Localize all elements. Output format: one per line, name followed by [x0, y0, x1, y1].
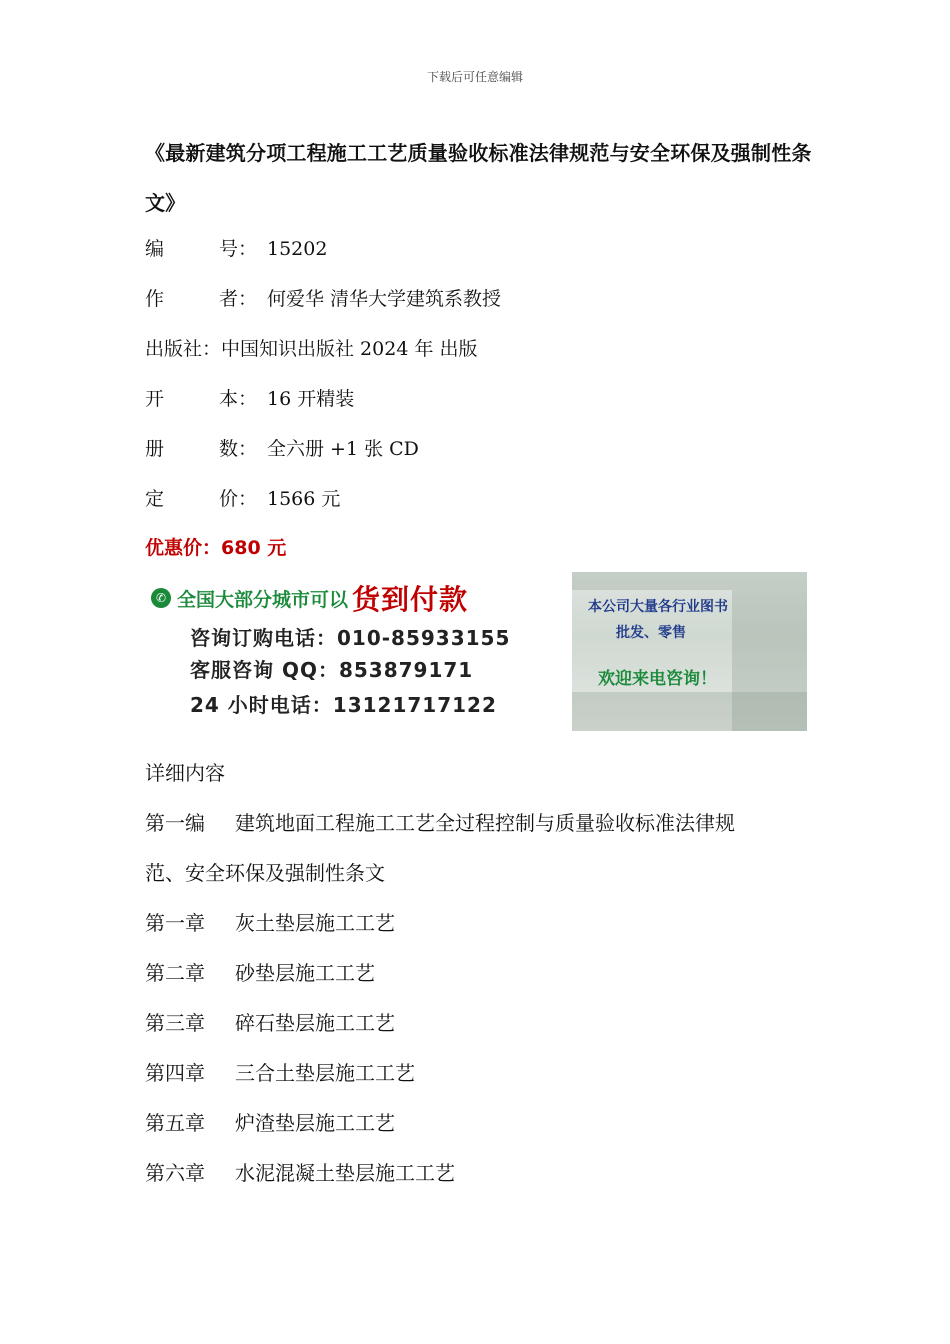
field-publisher — [145, 334, 478, 364]
field-number-value: 15202 — [267, 238, 328, 260]
chapter-item — [145, 908, 395, 938]
part-1-heading — [145, 808, 735, 838]
field-number — [145, 234, 327, 264]
discount-price: 优惠价：680 元 — [145, 537, 287, 559]
field-price-label-1: 定 — [145, 488, 165, 510]
details-heading: 详细内容 — [145, 761, 225, 785]
chapter-item — [145, 1158, 455, 1188]
hotline: 24 小时电话：13121717122 — [190, 693, 497, 717]
field-publisher-value: 中国知识出版社 2024 年 出版 — [221, 338, 478, 360]
store-banner — [572, 572, 807, 731]
order-phone: 咨询订购电话：010-85933155 — [190, 626, 511, 650]
store-line-2: 批发、零售 — [616, 625, 686, 641]
field-price-label-2: 价： — [219, 488, 258, 510]
cod-line — [151, 578, 468, 618]
cod-emphasis: 货到付款 — [352, 583, 469, 616]
field-price — [145, 484, 340, 514]
chapter-number: 第五章 — [145, 1111, 205, 1135]
field-volumes — [145, 434, 419, 464]
field-author-label-2: 者： — [219, 288, 258, 310]
book-title: 《最新建筑分项工程施工工艺质量验收标准法律规范与安全环保及强制性条文》 — [145, 141, 812, 215]
phone-icon: ✆ — [151, 588, 171, 608]
chapter-title: 水泥混凝土垫层施工工艺 — [235, 1161, 455, 1185]
qq-contact: 客服咨询 QQ：853879171 — [190, 658, 474, 682]
chapter-title: 三合土垫层施工工艺 — [235, 1061, 415, 1085]
store-line-1: 本公司大量各行业图书 — [588, 599, 728, 615]
field-number-label-1: 编 — [145, 238, 165, 260]
field-format-label-2: 本： — [219, 388, 258, 410]
field-author-value: 何爱华 清华大学建筑系教授 — [267, 288, 502, 310]
field-volumes-label-1: 册 — [145, 438, 165, 460]
chapter-number: 第四章 — [145, 1061, 205, 1085]
field-number-label-2: 号： — [219, 238, 258, 260]
part-1-title-cont: 范、安全环保及强制性条文 — [145, 861, 385, 885]
cod-prefix: 全国大部分城市可以 — [177, 588, 349, 611]
field-format-label-1: 开 — [145, 388, 165, 410]
field-price-value: 1566 元 — [267, 488, 341, 510]
chapter-title: 炉渣垫层施工工艺 — [235, 1111, 395, 1135]
chapter-number: 第三章 — [145, 1011, 205, 1035]
field-format — [145, 384, 354, 414]
chapter-number: 第六章 — [145, 1161, 205, 1185]
header-note: 下载后可任意编辑 — [426, 70, 523, 84]
chapter-title: 碎石垫层施工工艺 — [235, 1011, 395, 1035]
part-1-title: 建筑地面工程施工工艺全过程控制与质量验收标准法律规 — [235, 811, 735, 835]
chapter-item — [145, 1008, 395, 1038]
field-publisher-label: 出版社： — [145, 338, 222, 360]
chapter-title: 灰土垫层施工工艺 — [235, 911, 395, 935]
field-volumes-value: 全六册 +1 张 CD — [267, 438, 419, 460]
chapter-item — [145, 1058, 415, 1088]
shelf-decor — [572, 572, 807, 590]
shelf-decor — [572, 692, 807, 731]
part-1-number: 第一编 — [145, 811, 205, 835]
field-volumes-label-2: 数： — [219, 438, 258, 460]
chapter-number: 第二章 — [145, 961, 205, 985]
chapter-number: 第一章 — [145, 911, 205, 935]
field-author-label-1: 作 — [145, 288, 165, 310]
contact-banner — [145, 572, 560, 732]
chapter-item — [145, 1108, 395, 1138]
field-format-value: 16 开精装 — [267, 388, 355, 410]
store-line-3: 欢迎来电咨询！ — [598, 669, 717, 689]
chapter-title: 砂垫层施工工艺 — [235, 961, 375, 985]
field-author — [145, 284, 501, 314]
chapter-item — [145, 958, 375, 988]
